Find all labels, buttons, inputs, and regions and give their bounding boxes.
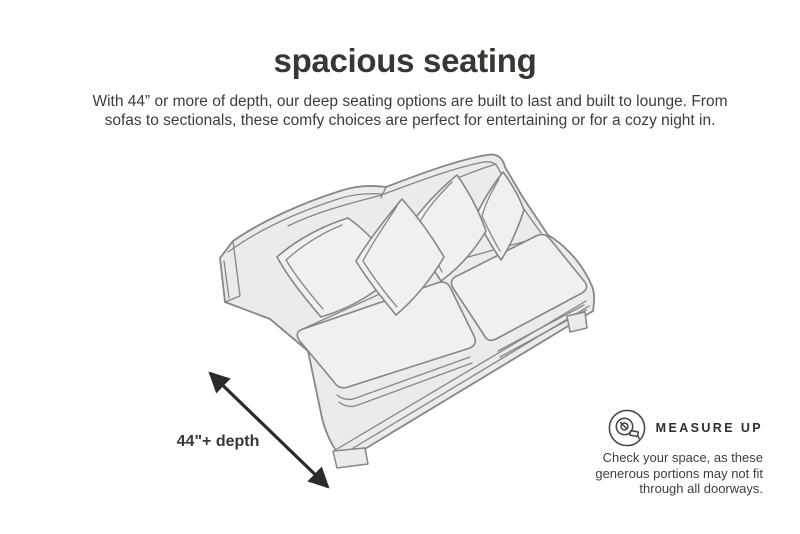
page-title: spacious seating: [273, 42, 537, 79]
measure-up-section: [513, 408, 763, 497]
tape-measure-icon: [607, 408, 647, 448]
measure-up-note: [513, 450, 763, 497]
measure-up-heading: MEASURE UP: [655, 421, 763, 435]
measure-up-header: [513, 408, 763, 448]
depth-dimension-arrow: [210, 373, 328, 487]
sofa-foot-right: [567, 312, 587, 332]
intro-text: [45, 92, 775, 130]
intro-line-2: sofas to sectionals, these comfy choices are perfect for entertaining or for a cozy night in.: [104, 112, 716, 129]
intro-line-1: With 44” or more of depth, our deep seating options are built to last and built to lounge. From: [92, 93, 728, 110]
measure-note-line-1: Check your space, as these: [602, 450, 763, 465]
sofa-foot-left: [333, 448, 368, 468]
measure-note-line-3: through all doorways.: [639, 481, 763, 496]
measure-note-line-2: generous portions may not fit: [595, 465, 763, 481]
depth-dimension-label: 44"+ depth: [176, 433, 260, 450]
